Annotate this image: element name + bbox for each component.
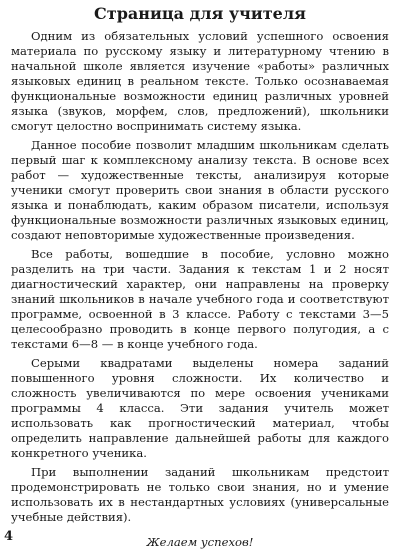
paragraph-difficulty: Серыми квадратами выделены номера заданий повышенного уровня сложности. Их количество и сложность увеличиваются по мере освоения учениками программы 4 класса. Эти задания учитель может использовать как прогностический материал, чтобы определить направление дальнейшей работы для каждого конкретного ученика.	[11, 356, 389, 460]
paragraph-structure: Все работы, вошедшие в пособие, условно можно разделить на три части. Задания к текстам 1 и 2 носят диагностический характер, они направлены на проверку знаний школьников в начале учебного года и соответствуют программе, освоенной в 3 классе. Работу с текстами 3—5 целесообразно проводить в конце первого полугодия, а с текстами 6—8 — в конце учебного года.	[11, 247, 389, 351]
paragraph-intro: Одним из обязательных условий успешного освоения материала по русскому языку и литературному чтению в начальной школе является изучение «работы» различных языковых единиц в реальном тексте. Только осознаваемая функциональные возможности единиц различных уровней языка (звуков, морфем, слов, предложений), школьники смогут целостно воспринимать систему языка.	[11, 29, 389, 133]
page-number: 4	[4, 529, 14, 544]
closing-wish: Желаем успехов!	[146, 535, 254, 549]
paragraph-purpose: Данное пособие позволит младшим школьникам сделать первый шаг к комплексному анализу текста. В основе всех работ — художественные тексты, анализируя которые ученики смогут проверить свои знания в области русского языка и понаблюдать, каким образом писатели, используя функциональные возможности различных языковых единиц, создают неповторимые художественные произведения.	[11, 138, 389, 242]
paragraph-skills: При выполнении заданий школьникам предстоит продемонстрировать не только свои знания, но и умение использовать их в нестандартных условиях (универсальные учебные действия).	[11, 465, 389, 524]
page-title: Страница для учителя	[94, 4, 306, 23]
